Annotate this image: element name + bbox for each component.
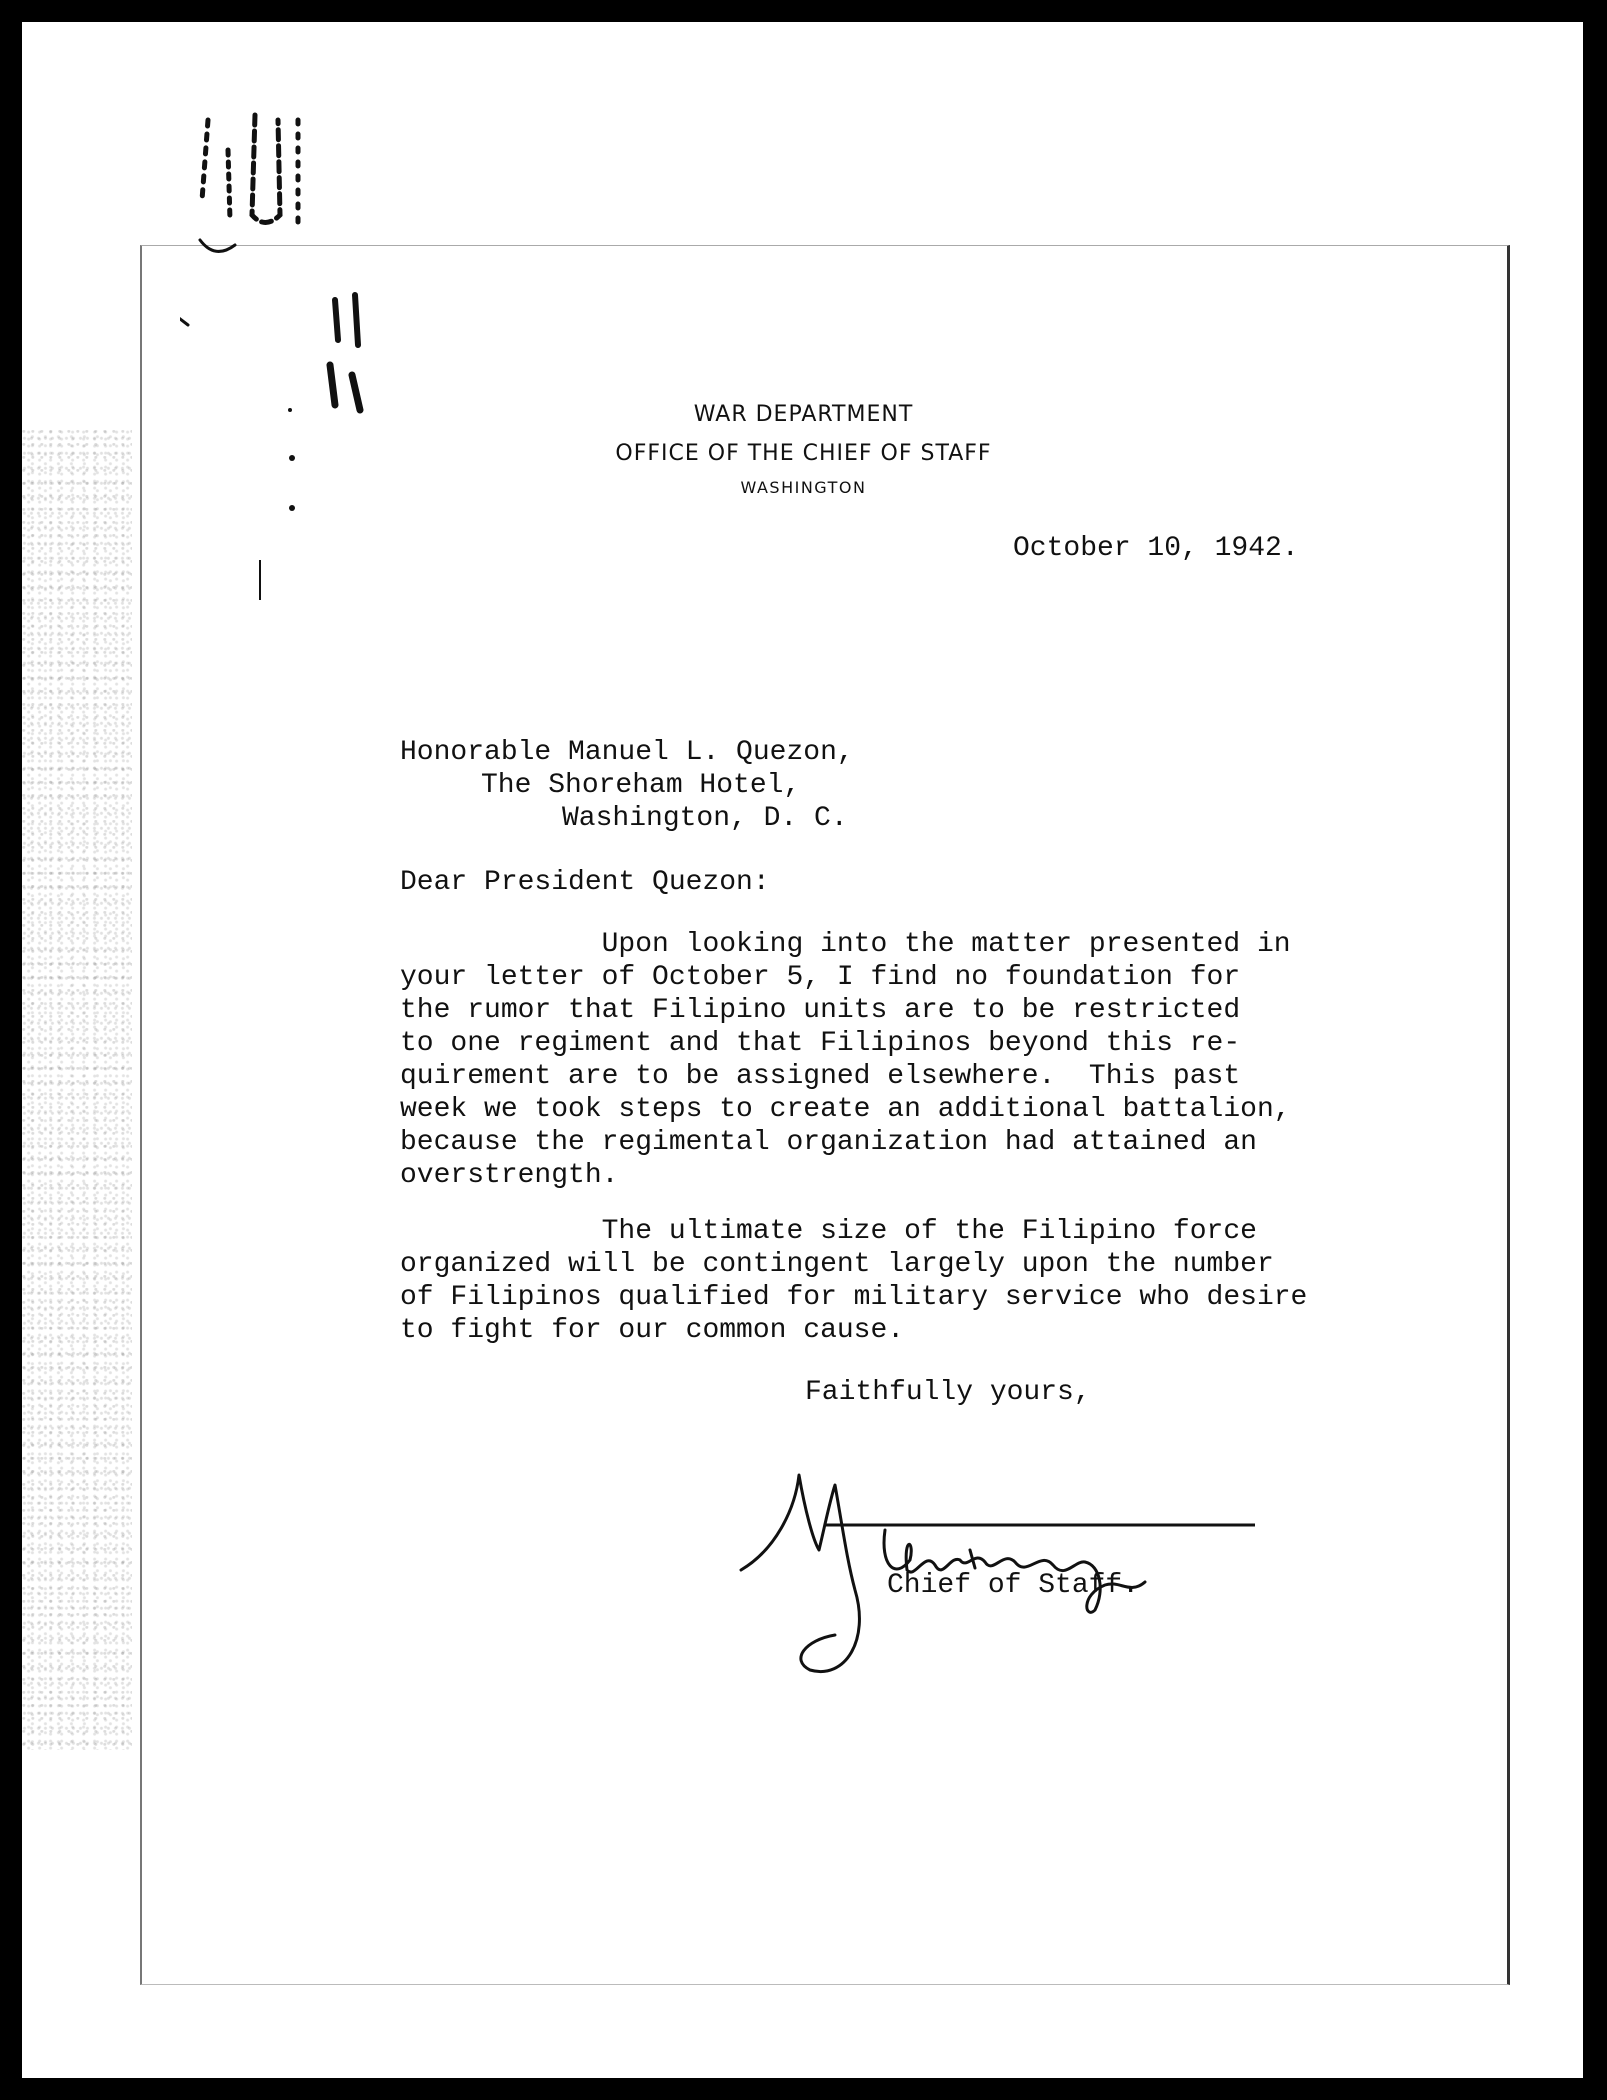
letter-date: October 10, 1942. <box>1013 533 1299 564</box>
letterhead-department: WAR DEPARTMENT <box>693 402 914 427</box>
body-paragraph-2: The ultimate size of the Filipino force organized will be contingent largely upon the number of Filipinos qualified for military service who desire to fight for our common cause. <box>400 1216 1308 1346</box>
address-line-name: Honorable Manuel L. Quezon, <box>400 737 854 768</box>
address-line-city: Washington, D. C. <box>562 803 848 834</box>
body-paragraph-1: Upon looking into the matter presented in your letter of October 5, I find no foundation for the rumor that Filipino units are to be restricted to one regiment and that Filipinos beyond this re- quirement are to be assigned elsewhere. This past week we took steps to create an additional battalion, because the regimental organization had attained an overstrength. <box>400 929 1291 1191</box>
letterhead-city: WASHINGTON <box>740 478 867 497</box>
address-line-hotel: The Shoreham Hotel, <box>481 770 801 801</box>
signer-title: Chief of Staff. <box>887 1570 1140 1601</box>
salutation: Dear President Quezon: <box>400 867 770 898</box>
complimentary-closing: Faithfully yours, <box>805 1377 1091 1408</box>
stamp-marks <box>180 80 500 600</box>
scan-noise <box>22 430 132 1750</box>
letterhead-office: OFFICE OF THE CHIEF OF STAFF <box>615 441 992 466</box>
